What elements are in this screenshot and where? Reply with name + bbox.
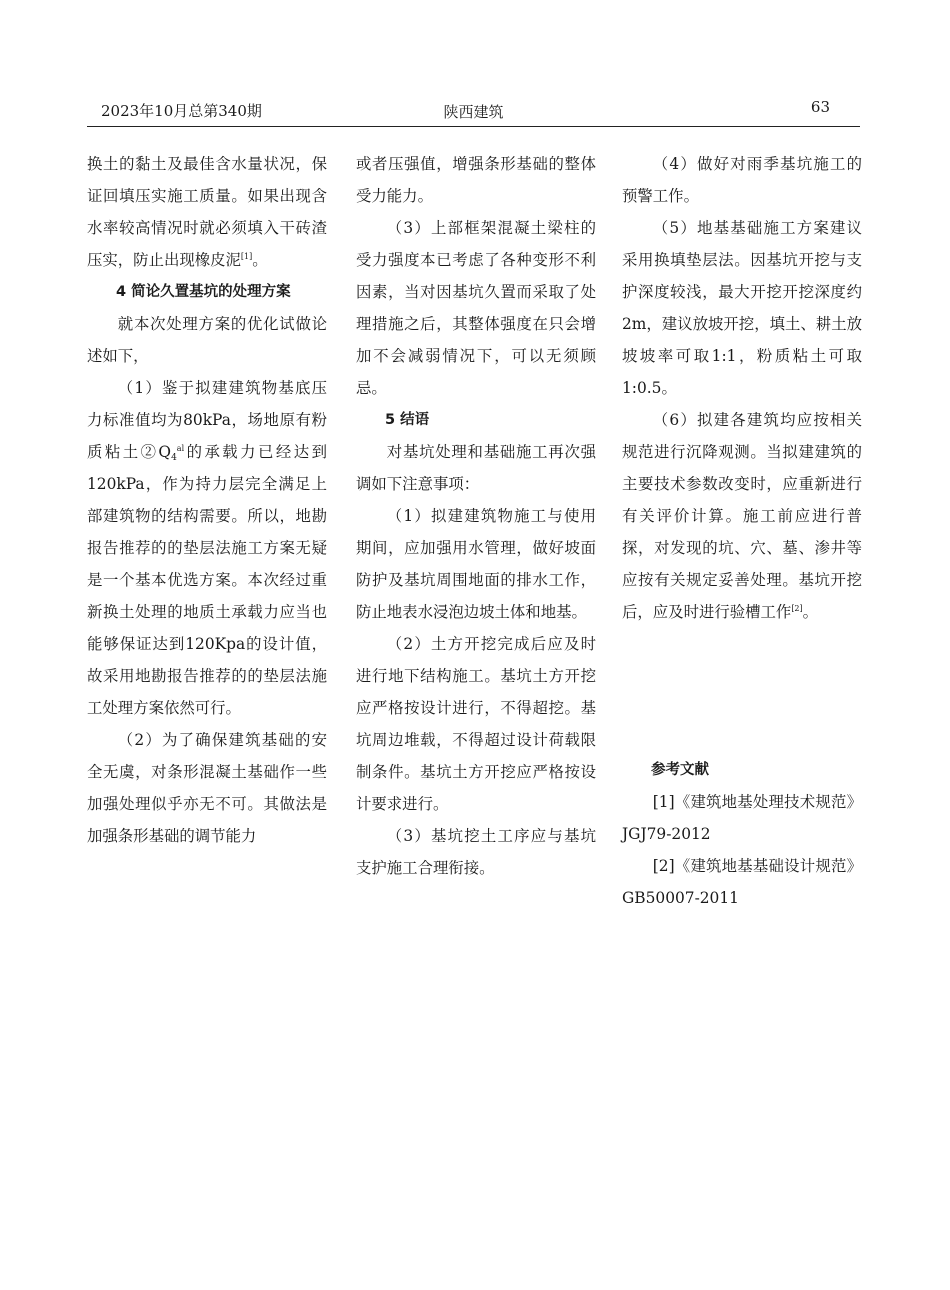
paragraph: （1）鉴于拟建建筑物基底压力标准值均为80kPa，场地原有粉质粘土$②Q_4^{al}$的承载力已经达到120kPa，作为持力层完全满足上部建筑物的结构需要。所以，地勘报告推荐的的垫层法施工方案无疑是一个基本优选方案。本次经过重新换土处理的地质土承载力应当也能够保证达到120Kpa的设计值，故采用地勘报告推荐的的垫层法施工处理方案依然可行。 bbox=[87, 379, 327, 717]
paragraph: （5）地基基础施工方案建议采用换填垫层法。因基坑开挖与支护深度较浅，最大开挖开挖深度约2m，建议放坡开挖，填土、耕土放坡坡率可取1:1，粉质粘土可取1:0.5。 bbox=[622, 219, 862, 397]
journal-title: 陕西建筑 bbox=[443, 103, 504, 121]
section-heading-5: 5 结语 bbox=[385, 412, 430, 428]
paragraph: 或者压强值，增强条形基础的整体受力能力。 bbox=[356, 155, 596, 205]
citation[interactable]: [1] bbox=[240, 252, 253, 261]
paragraph: （4）做好对雨季基坑施工的预警工作。 bbox=[622, 155, 862, 205]
column-2 bbox=[356, 148, 596, 884]
reference-item: [2]《建筑地基基础设计规范》GB50007-2011 bbox=[622, 857, 862, 907]
subscript: 4 bbox=[171, 453, 177, 463]
paragraph: 换土的黏土及最佳含水量状况，保证回填压实施工质量。如果出现含水率较高情况时就必须填入干砖渣压实，防止出现橡皮泥[1]。 bbox=[87, 155, 327, 269]
paragraph: （2）为了确保建筑基础的安全无虞，对条形混凝土基础作一些加强处理似乎亦无不可。其做法是加强条形基础的调节能力 bbox=[87, 731, 327, 845]
column-1 bbox=[87, 148, 327, 852]
paragraph: （6）拟建各建筑均应按相关规范进行沉降观测。当拟建建筑的主要技术参数改变时，应重新进行有关评价计算。施工前应进行普探，对发现的坑、穴、墓、渗井等应按有关规定妥善处理。基坑开挖后，应及时进行验槽工作[2]。 bbox=[622, 411, 862, 621]
paragraph: 就本次处理方案的优化试做论述如下， bbox=[87, 315, 327, 365]
section-heading-4: 4 简论久置基坑的处理方案 bbox=[116, 284, 291, 300]
page-number: 63 bbox=[810, 98, 830, 116]
references-heading: 参考文献 bbox=[651, 762, 709, 778]
column-3 bbox=[622, 148, 862, 914]
paragraph: （1）拟建建筑物施工与使用期间，应加强用水管理，做好坡面防护及基坑周围地面的排水工作，防止地表水浸泡边坡土体和地基。 bbox=[356, 507, 596, 621]
reference-item: [1]《建筑地基处理技术规范》JGJ79-2012 bbox=[622, 793, 862, 843]
paragraph: （3）上部框架混凝土梁柱的受力强度本已考虑了各种变形不利因素，当对因基坑久置而采取了处理措施之后，其整体强度在只会增加不会减弱情况下，可以无须顾忌。 bbox=[356, 219, 596, 397]
paragraph: （2）土方开挖完成后应及时进行地下结构施工。基坑土方开挖应严格按设计进行，不得超挖。基坑周边堆载，不得超过设计荷载限制条件。基坑土方开挖应严格按设计要求进行。 bbox=[356, 635, 596, 813]
header-rule bbox=[87, 126, 860, 127]
superscript: al bbox=[176, 444, 185, 453]
paragraph: （3）基坑挖土工序应与基坑支护施工合理衔接。 bbox=[356, 827, 596, 877]
paragraph: 对基坑处理和基础施工再次强调如下注意事项： bbox=[356, 443, 596, 493]
citation[interactable]: [2] bbox=[791, 604, 803, 613]
page-header bbox=[87, 94, 860, 122]
issue-info: 2023年10月总第340期 bbox=[101, 102, 262, 120]
